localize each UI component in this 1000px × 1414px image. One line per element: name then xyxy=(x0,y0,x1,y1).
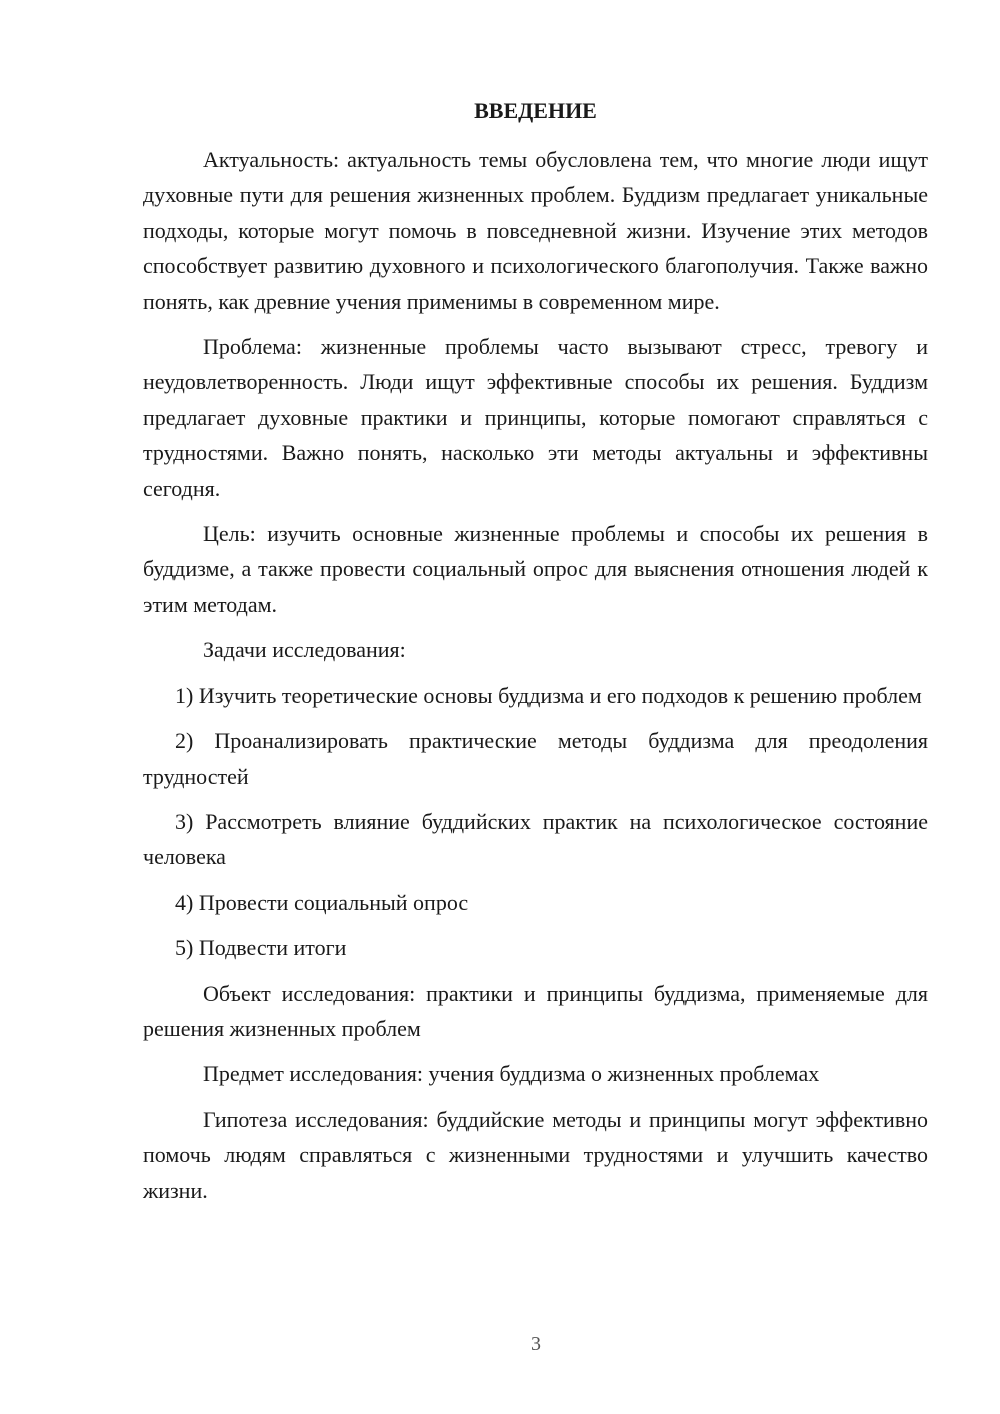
goal-paragraph: Цель: изучить основные жизненные проблемы и способы их решения в буддизме, а также провести социальный опрос для выяснения отношения людей к этим методам. xyxy=(143,521,928,617)
hypothesis-paragraph: Гипотеза исследования: буддийские методы и принципы могут эффективно помочь людям справляться с жизненными трудностями и улучшить качество жизни. xyxy=(143,1106,928,1203)
task-item-1: 1) Изучить теоретические основы буддизма и его подходов к решению проблем xyxy=(175,682,922,708)
relevance-paragraph: Актуальность: актуальность темы обусловлена тем, что многие люди ищут духовные пути для решения жизненных проблем. Буддизм предлагает уникальные подходы, которые могут помочь в повседневной жизни. Изучение этих методов способствует развитию духовного и психологического благополучия. Также важно понять, как древние учения применимы в современном мире. xyxy=(143,147,928,314)
task-item-5: 5) Подвести итоги xyxy=(175,935,347,961)
object-paragraph: Объект исследования: практики и принципы буддизма, применяемые для решения жизненных проблем xyxy=(143,980,928,1041)
task-item-4: 4) Провести социальный опрос xyxy=(175,889,469,915)
subject-paragraph: Предмет исследования: учения буддизма о жизненных проблемах xyxy=(203,1061,820,1087)
document-body xyxy=(143,142,928,1218)
tasks-heading: Задачи исследования: xyxy=(203,637,406,663)
problem-paragraph: Проблема: жизненные проблемы часто вызывают стресс, тревогу и неудовлетворенность. Люди ищут эффективные способы их решения. Буддизм предлагает духовные практики и принципы, которые помогают справляться с трудностями. Важно понять, насколько эти методы актуальны и эффективны сегодня. xyxy=(143,334,928,501)
page-number: 3 xyxy=(531,1333,541,1355)
task-item-3: 3) Рассмотреть влияние буддийских практик на психологическое состояние человека xyxy=(143,808,928,870)
section-heading: ВВЕДЕНИЕ xyxy=(474,98,597,123)
task-item-2: 2) Проанализировать практические методы буддизма для преодоления трудностей xyxy=(143,728,928,789)
